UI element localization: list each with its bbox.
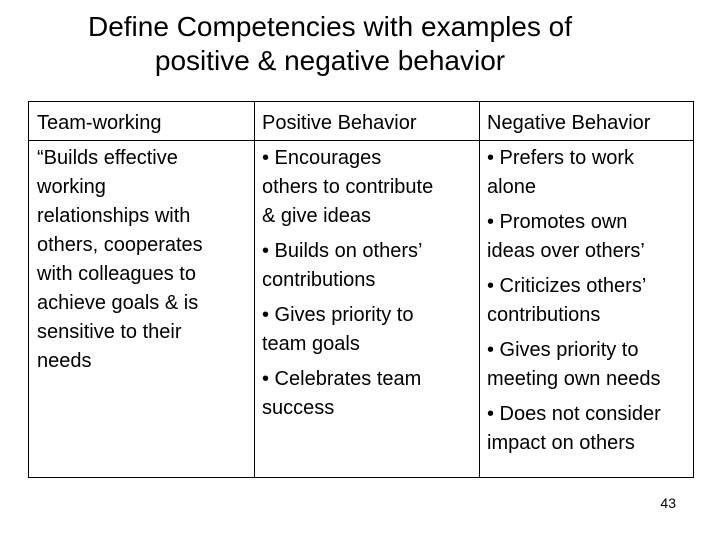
competency-description xyxy=(37,144,203,376)
negative-behavior-item xyxy=(487,144,661,202)
bullet-line: meeting own needs xyxy=(487,368,661,390)
positive-behavior-item xyxy=(262,365,433,423)
competency-line: with colleagues to xyxy=(37,263,196,285)
header-negative-behavior: Negative Behavior xyxy=(487,112,651,134)
positive-behavior-item xyxy=(262,144,433,231)
header-divider xyxy=(29,140,693,141)
competency-line: others, cooperates xyxy=(37,234,203,256)
bullet-line: • Prefers to work xyxy=(487,147,635,169)
header-positive-behavior: Positive Behavior xyxy=(262,112,417,134)
negative-behavior-item xyxy=(487,208,661,266)
bullet-line: team goals xyxy=(262,333,360,355)
bullet-line: impact on others xyxy=(487,432,635,454)
negative-behavior-item xyxy=(487,400,661,458)
competency-line: “Builds effective xyxy=(37,147,178,169)
competency-line: achieve goals & is xyxy=(37,292,199,314)
bullet-line: contributions xyxy=(262,269,376,291)
bullet-line: success xyxy=(262,397,335,419)
competency-line: working xyxy=(37,176,106,198)
bullet-line: • Builds on others’ xyxy=(262,240,423,262)
negative-behavior-list xyxy=(487,144,661,458)
positive-behavior-item xyxy=(262,301,433,359)
bullet-line: • Does not consider xyxy=(487,403,661,425)
bullet-line: • Encourages xyxy=(262,147,382,169)
column-divider-1 xyxy=(254,102,255,477)
competency-line: relationships with xyxy=(37,205,191,227)
bullet-line: alone xyxy=(487,176,536,198)
slide-title-line-2: positive & negative behavior xyxy=(154,45,506,76)
negative-behavior-item xyxy=(487,272,661,330)
column-divider-2 xyxy=(479,102,480,477)
bullet-line: • Gives priority to xyxy=(487,339,639,361)
slide-title-line-1: Define Competencies with examples of xyxy=(87,11,572,42)
positive-behavior-list xyxy=(262,144,433,423)
page-number: 43 xyxy=(660,495,676,511)
negative-behavior-item xyxy=(487,336,661,394)
competency-line: sensitive to their xyxy=(37,321,182,343)
bullet-line: • Celebrates team xyxy=(262,368,422,390)
bullet-line: • Criticizes others’ xyxy=(487,275,647,297)
header-competency: Team-working xyxy=(37,112,162,134)
bullet-line: • Promotes own xyxy=(487,211,628,233)
positive-behavior-item xyxy=(262,237,433,295)
slide-title xyxy=(0,10,660,78)
competency-line: needs xyxy=(37,350,92,372)
bullet-line: ideas over others’ xyxy=(487,240,645,262)
competency-table xyxy=(28,101,694,478)
bullet-line: • Gives priority to xyxy=(262,304,414,326)
bullet-line: contributions xyxy=(487,304,601,326)
bullet-line: others to contribute xyxy=(262,176,434,198)
bullet-line: & give ideas xyxy=(262,205,371,227)
